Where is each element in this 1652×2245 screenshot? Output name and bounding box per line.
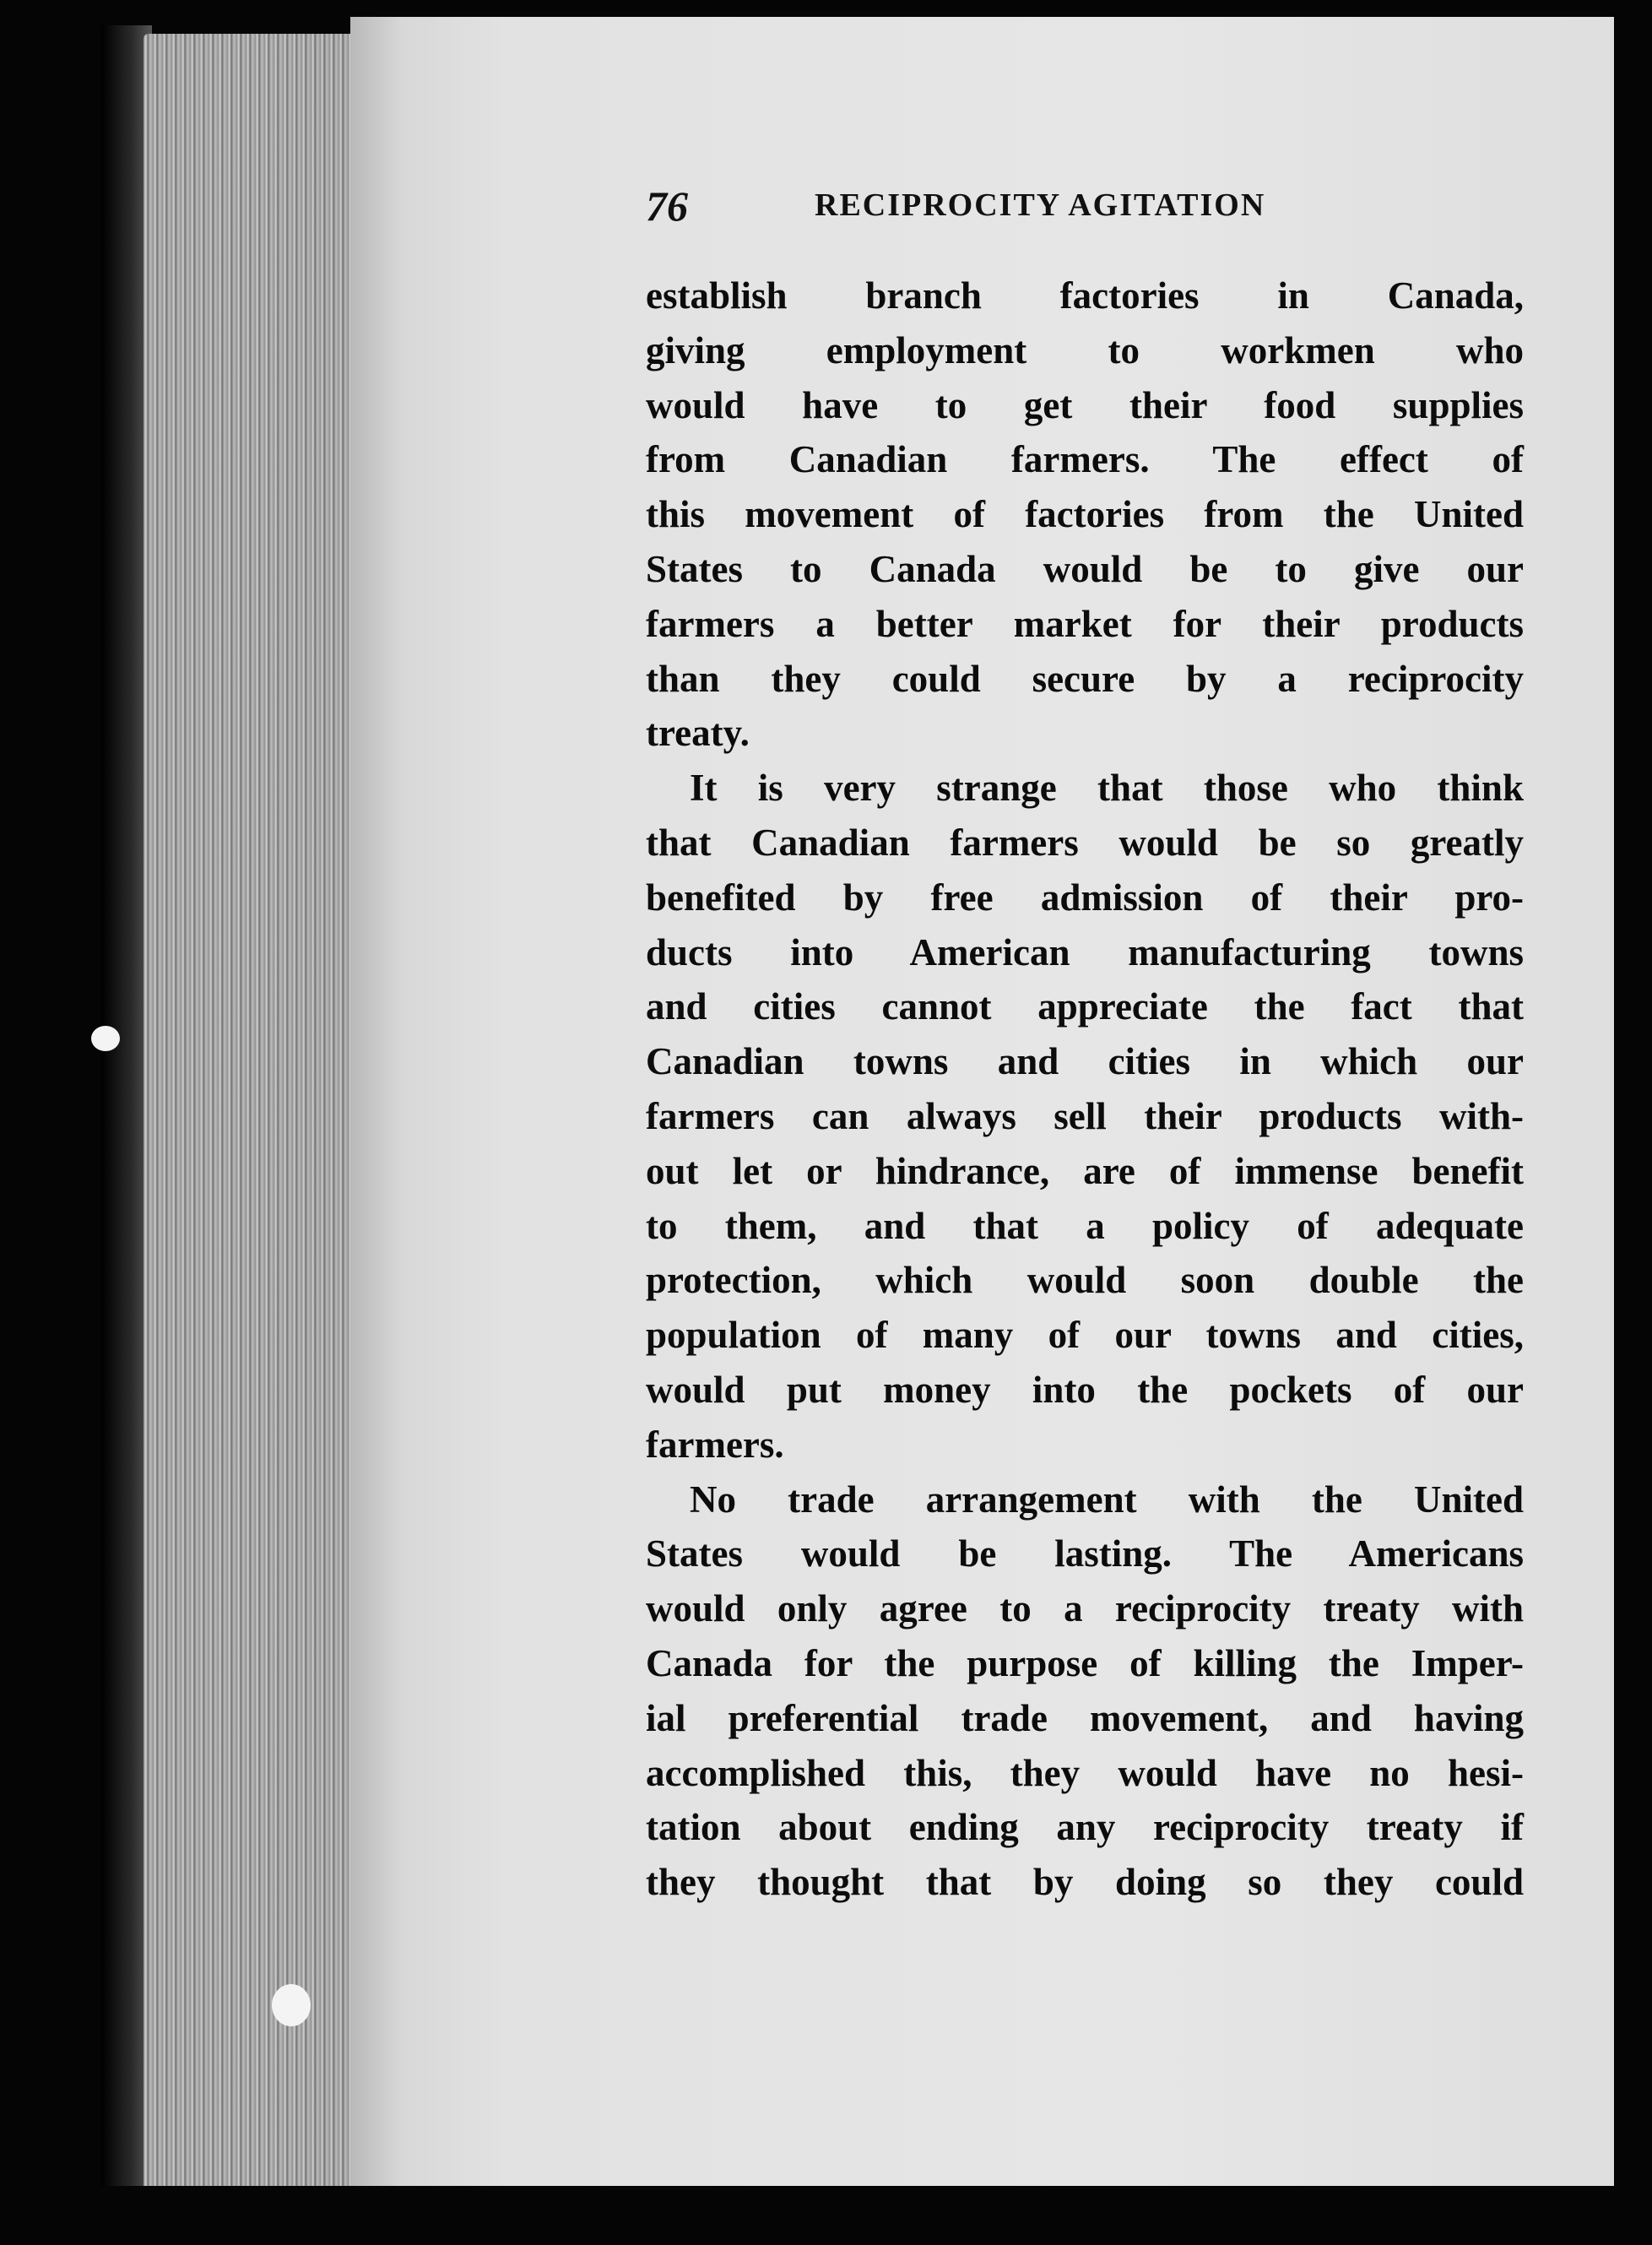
text-line: protection, which would soon double the <box>646 1259 1524 1302</box>
bottom-border <box>0 2186 1652 2245</box>
running-head: RECIPROCITY AGITATION <box>815 187 1266 223</box>
text-line: No trade arrangement with the United <box>690 1478 1524 1521</box>
text-line: farmers can always sell their products with- <box>646 1094 1524 1137</box>
text-line: tation about ending any reciprocity treaty if <box>646 1806 1524 1849</box>
scan-speck <box>272 1984 311 2026</box>
text-line: population of many of our towns and cities, <box>646 1314 1524 1357</box>
text-line: It is very strange that those who think <box>690 767 1524 810</box>
text-line: benefited by free admission of their pro- <box>646 876 1524 919</box>
text-line: Canadian towns and cities in which our <box>646 1040 1524 1083</box>
body-text <box>646 268 1524 1910</box>
text-line: ial preferential trade movement, and having <box>646 1696 1524 1739</box>
text-line: from Canadian farmers. The effect of <box>646 438 1524 481</box>
text-line: this movement of factories from the United <box>646 493 1524 536</box>
text-line: that Canadian farmers would be so greatly <box>646 821 1524 864</box>
page-header <box>646 182 1524 232</box>
text-line: and cities cannot appreciate the fact that <box>646 985 1524 1028</box>
text-line: treaty. <box>646 712 750 755</box>
text-line: to them, and that a policy of adequate <box>646 1204 1524 1247</box>
text-line: States would be lasting. The Americans <box>646 1532 1524 1575</box>
text-line: out let or hindrance, are of immense benefit <box>646 1149 1524 1192</box>
text-line: than they could secure by a reciprocity <box>646 657 1524 700</box>
text-line: would put money into the pockets of our <box>646 1368 1524 1411</box>
text-line: would have to get their food supplies <box>646 383 1524 426</box>
text-line: States to Canada would be to give our <box>646 547 1524 590</box>
text-line: Canada for the purpose of killing the Imper- <box>646 1641 1524 1684</box>
page-number: 76 <box>646 182 688 230</box>
right-border <box>1614 0 1652 2245</box>
text-line: farmers a better market for their products <box>646 602 1524 645</box>
text-line: farmers. <box>646 1423 784 1466</box>
text-line: would only agree to a reciprocity treaty with <box>646 1587 1524 1630</box>
text-line: ducts into American manufacturing towns <box>646 930 1524 973</box>
text-line: giving employment to workmen who <box>646 328 1524 371</box>
text-line: accomplished this, they would have no hesi- <box>646 1751 1524 1794</box>
text-line: they thought that by doing so they could <box>646 1861 1524 1904</box>
text-line: establish branch factories in Canada, <box>646 274 1524 317</box>
scan-speck <box>91 1026 120 1051</box>
page-edges <box>144 34 363 2195</box>
